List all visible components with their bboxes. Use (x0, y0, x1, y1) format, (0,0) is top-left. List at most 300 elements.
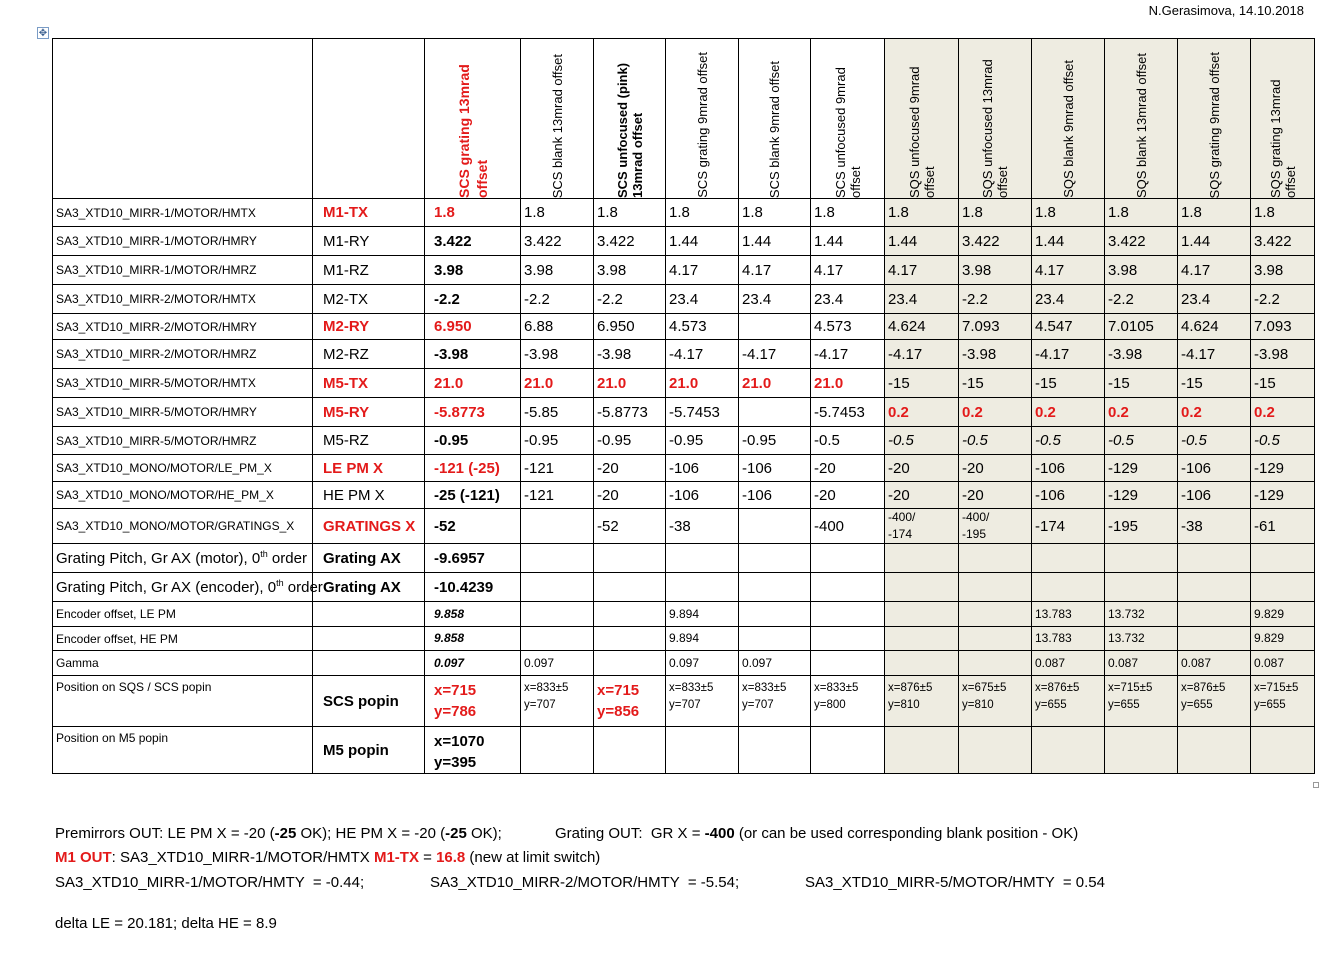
value-cell (521, 627, 594, 651)
value-cell: 4.17 (885, 256, 959, 285)
value-cell: 0.087 (1032, 651, 1105, 676)
value-cell (885, 727, 959, 774)
value-cell: 0.097 (521, 651, 594, 676)
value-cell (885, 602, 959, 627)
table-row (53, 676, 1315, 727)
value-cell (959, 602, 1032, 627)
motor-name: SCS popin (313, 676, 425, 727)
value-cell (594, 602, 666, 627)
table-row (53, 427, 1315, 455)
note-hmty-m1: SA3_XTD10_MIRR-1/MOTOR/HMTY = -0.44; (55, 874, 365, 891)
value-cell: 3.422 (425, 227, 521, 256)
column-header: SCS unfocused (pink) 13mrad offset (594, 39, 666, 199)
table-row (53, 482, 1315, 509)
value-cell: -0.5 (1032, 427, 1105, 455)
offsets-table (52, 38, 1315, 774)
value-cell: -400/ -174 (885, 509, 959, 544)
value-cell (1178, 602, 1251, 627)
value-cell: -4.17 (885, 340, 959, 369)
note-grating-out: Grating OUT: GR X = -400 (or can be used corresponding blank position - OK) (555, 825, 1079, 842)
value-cell: -15 (1032, 369, 1105, 398)
value-cell: 1.8 (1251, 199, 1315, 227)
value-cell: -2.2 (425, 285, 521, 314)
value-cell: x=833±5 y=707 (739, 676, 811, 727)
header-blank (53, 39, 313, 199)
value-cell: -20 (811, 482, 885, 509)
row-label: SA3_XTD10_MIRR-1/MOTOR/HMRY (53, 227, 313, 256)
table-row (53, 573, 1315, 602)
value-cell: 1.8 (1178, 199, 1251, 227)
value-cell: x=715±5 y=655 (1105, 676, 1178, 727)
value-cell: -106 (1032, 482, 1105, 509)
value-cell: -0.5 (1105, 427, 1178, 455)
motor-name: M1-RZ (313, 256, 425, 285)
value-cell: 1.8 (666, 199, 739, 227)
value-cell: -15 (1105, 369, 1178, 398)
value-cell (885, 573, 959, 602)
value-cell: x=833±5 y=707 (666, 676, 739, 727)
value-cell: -121 (521, 482, 594, 509)
column-header: SQS blank 13mrad offset (1105, 39, 1178, 199)
value-cell: 7.0105 (1105, 314, 1178, 340)
row-label: SA3_XTD10_MIRR-2/MOTOR/HMTX (53, 285, 313, 314)
value-cell (739, 573, 811, 602)
value-cell: -3.98 (1251, 340, 1315, 369)
value-cell: -20 (811, 455, 885, 482)
value-cell: -2.2 (1251, 285, 1315, 314)
row-label: Encoder offset, HE PM (53, 627, 313, 651)
value-cell (1251, 573, 1315, 602)
value-cell: 3.98 (521, 256, 594, 285)
value-cell: 13.783 (1032, 627, 1105, 651)
column-header: SCS grating 9mrad offset (666, 39, 739, 199)
value-cell: 3.422 (1251, 227, 1315, 256)
value-cell (1105, 544, 1178, 573)
value-cell: 4.17 (739, 256, 811, 285)
value-cell (959, 573, 1032, 602)
value-cell: -20 (594, 482, 666, 509)
value-cell: 3.98 (1105, 256, 1178, 285)
value-cell: 0.097 (739, 651, 811, 676)
value-cell (1178, 544, 1251, 573)
table-move-handle-icon[interactable]: ✥ (38, 28, 48, 39)
value-cell: 1.44 (1178, 227, 1251, 256)
note-premirrors: Premirrors OUT: LE PM X = -20 (-25 OK); HE PM X = -20 (-25 OK); (55, 825, 502, 842)
motor-name: HE PM X (313, 482, 425, 509)
table-row (53, 727, 1315, 774)
value-cell: 13.732 (1105, 602, 1178, 627)
motor-name: M1-TX (313, 199, 425, 227)
row-label: SA3_XTD10_MIRR-5/MOTOR/HMTX (53, 369, 313, 398)
value-cell (594, 727, 666, 774)
motor-name: LE PM X (313, 455, 425, 482)
value-cell: -25 (-121) (425, 482, 521, 509)
value-cell: -129 (1105, 482, 1178, 509)
value-cell: 3.422 (1105, 227, 1178, 256)
motor-name: M2-TX (313, 285, 425, 314)
value-cell: 23.4 (1178, 285, 1251, 314)
value-cell: 21.0 (666, 369, 739, 398)
value-cell (666, 573, 739, 602)
value-cell: -20 (885, 482, 959, 509)
table-row (53, 314, 1315, 340)
value-cell (521, 573, 594, 602)
value-cell: -20 (885, 455, 959, 482)
value-cell (666, 544, 739, 573)
value-cell: 23.4 (739, 285, 811, 314)
motor-name: GRATINGS X (313, 509, 425, 544)
value-cell (1178, 727, 1251, 774)
value-cell: x=715±5 y=655 (1251, 676, 1315, 727)
value-cell: 1.44 (1032, 227, 1105, 256)
motor-name: Grating AX (313, 544, 425, 573)
value-cell (1178, 627, 1251, 651)
value-cell: 13.732 (1105, 627, 1178, 651)
motor-name: Grating AX (313, 573, 425, 602)
value-cell (811, 627, 885, 651)
value-cell: -129 (1251, 482, 1315, 509)
value-cell (959, 727, 1032, 774)
value-cell (1105, 573, 1178, 602)
column-header: SQS grating 13mrad offset (1251, 39, 1315, 199)
value-cell: 1.8 (1032, 199, 1105, 227)
value-cell: 23.4 (885, 285, 959, 314)
value-cell (959, 651, 1032, 676)
value-cell (1032, 544, 1105, 573)
value-cell (811, 544, 885, 573)
value-cell (594, 544, 666, 573)
value-cell: -0.95 (521, 427, 594, 455)
value-cell: x=675±5 y=810 (959, 676, 1032, 727)
value-cell (521, 509, 594, 544)
value-cell: -121 (521, 455, 594, 482)
value-cell: 1.8 (1105, 199, 1178, 227)
value-cell: -106 (1032, 455, 1105, 482)
value-cell: 4.17 (1032, 256, 1105, 285)
header-row (53, 39, 1315, 199)
value-cell: 9.829 (1251, 627, 1315, 651)
value-cell: -195 (1105, 509, 1178, 544)
value-cell: -3.98 (425, 340, 521, 369)
value-cell: -4.17 (739, 340, 811, 369)
value-cell: 1.8 (594, 199, 666, 227)
value-cell: 4.547 (1032, 314, 1105, 340)
value-cell: x=833±5 y=800 (811, 676, 885, 727)
value-cell (1032, 727, 1105, 774)
value-cell: 21.0 (739, 369, 811, 398)
value-cell: -15 (1251, 369, 1315, 398)
value-cell: 1.8 (521, 199, 594, 227)
value-cell: -5.7453 (666, 398, 739, 427)
row-label: SA3_XTD10_MIRR-2/MOTOR/HMRY (53, 314, 313, 340)
motor-name: M5-RZ (313, 427, 425, 455)
table-row (53, 369, 1315, 398)
value-cell: -0.5 (885, 427, 959, 455)
table-row (53, 285, 1315, 314)
value-cell: -106 (739, 482, 811, 509)
value-cell: 13.783 (1032, 602, 1105, 627)
value-cell: 4.573 (811, 314, 885, 340)
value-cell (739, 602, 811, 627)
value-cell: 6.950 (594, 314, 666, 340)
value-cell: 9.894 (666, 602, 739, 627)
table-row (53, 509, 1315, 544)
value-cell: 0.097 (425, 651, 521, 676)
value-cell: -20 (959, 482, 1032, 509)
value-cell: -3.98 (521, 340, 594, 369)
value-cell: -106 (739, 455, 811, 482)
column-header: SCS unfocused 9mrad offset (811, 39, 885, 199)
value-cell: 3.422 (959, 227, 1032, 256)
motor-name: M5 popin (313, 727, 425, 774)
table-row (53, 651, 1315, 676)
row-label: SA3_XTD10_MIRR-2/MOTOR/HMRZ (53, 340, 313, 369)
value-cell: -129 (1251, 455, 1315, 482)
motor-name: M2-RZ (313, 340, 425, 369)
table-row (53, 227, 1315, 256)
value-cell: 3.98 (594, 256, 666, 285)
value-cell (521, 727, 594, 774)
author-date: N.Gerasimova, 14.10.2018 (1148, 3, 1304, 18)
column-header: SQS unfocused 13mrad offset (959, 39, 1032, 199)
value-cell: -2.2 (521, 285, 594, 314)
row-label: SA3_XTD10_MONO/MOTOR/GRATINGS_X (53, 509, 313, 544)
value-cell (885, 651, 959, 676)
value-cell: -2.2 (594, 285, 666, 314)
value-cell (811, 602, 885, 627)
value-cell: 0.087 (1105, 651, 1178, 676)
value-cell: x=876±5 y=655 (1032, 676, 1105, 727)
value-cell: -3.98 (594, 340, 666, 369)
value-cell: 1.44 (885, 227, 959, 256)
value-cell: 6.88 (521, 314, 594, 340)
row-label: SA3_XTD10_MONO/MOTOR/LE_PM_X (53, 455, 313, 482)
value-cell (521, 602, 594, 627)
value-cell: 6.950 (425, 314, 521, 340)
value-cell: 0.087 (1178, 651, 1251, 676)
value-cell: 4.624 (885, 314, 959, 340)
row-label: Grating Pitch, Gr AX (motor), 0th order (53, 544, 313, 573)
motor-name (313, 627, 425, 651)
value-cell (594, 651, 666, 676)
column-header: SCS blank 9mrad offset (739, 39, 811, 199)
value-cell: -129 (1105, 455, 1178, 482)
value-cell: 3.98 (1251, 256, 1315, 285)
row-label: Position on M5 popin (53, 727, 313, 774)
value-cell (739, 627, 811, 651)
value-cell: 9.829 (1251, 602, 1315, 627)
value-cell: 1.8 (959, 199, 1032, 227)
value-cell: -5.8773 (594, 398, 666, 427)
value-cell (959, 544, 1032, 573)
value-cell (1178, 573, 1251, 602)
value-cell: -0.95 (425, 427, 521, 455)
table-row (53, 199, 1315, 227)
value-cell (811, 573, 885, 602)
table-row (53, 256, 1315, 285)
value-cell: 7.093 (1251, 314, 1315, 340)
value-cell: -4.17 (666, 340, 739, 369)
table-row (53, 544, 1315, 573)
value-cell: 23.4 (666, 285, 739, 314)
note-m1-out: M1 OUT: SA3_XTD10_MIRR-1/MOTOR/HMTX M1-TX = 16.8 (new at limit switch) (55, 849, 601, 866)
note-delta: delta LE = 20.181; delta HE = 8.9 (55, 915, 277, 932)
value-cell: x=1070 y=395 (425, 727, 521, 774)
value-cell: -4.17 (1032, 340, 1105, 369)
value-cell: -20 (959, 455, 1032, 482)
value-cell: -0.5 (959, 427, 1032, 455)
row-label: Encoder offset, LE PM (53, 602, 313, 627)
header-blank (313, 39, 425, 199)
value-cell: 1.44 (739, 227, 811, 256)
note-hmty-m2: SA3_XTD10_MIRR-2/MOTOR/HMTY = -5.54; (430, 874, 740, 891)
value-cell (1251, 727, 1315, 774)
value-cell: -15 (1178, 369, 1251, 398)
motor-name: M1-RY (313, 227, 425, 256)
column-header: SQS blank 9mrad offset (1032, 39, 1105, 199)
value-cell: -0.95 (739, 427, 811, 455)
motor-name (313, 602, 425, 627)
motor-name (313, 651, 425, 676)
value-cell: x=715 y=786 (425, 676, 521, 727)
motor-name: M5-TX (313, 369, 425, 398)
value-cell (1105, 727, 1178, 774)
value-cell: 3.98 (959, 256, 1032, 285)
value-cell: x=715 y=856 (594, 676, 666, 727)
value-cell: 21.0 (521, 369, 594, 398)
value-cell: 1.8 (739, 199, 811, 227)
value-cell (739, 398, 811, 427)
value-cell: -4.17 (1178, 340, 1251, 369)
value-cell: 4.17 (1178, 256, 1251, 285)
value-cell: 0.2 (1178, 398, 1251, 427)
value-cell: 0.2 (1032, 398, 1105, 427)
value-cell (739, 544, 811, 573)
column-header: SQS unfocused 9mrad offset (885, 39, 959, 199)
value-cell: 0.2 (959, 398, 1032, 427)
value-cell: -400/ -195 (959, 509, 1032, 544)
value-cell: 9.858 (425, 627, 521, 651)
value-cell: 21.0 (594, 369, 666, 398)
value-cell: 23.4 (1032, 285, 1105, 314)
value-cell: -106 (666, 455, 739, 482)
table-row (53, 340, 1315, 369)
value-cell: -106 (1178, 482, 1251, 509)
row-label: SA3_XTD10_MIRR-5/MOTOR/HMRZ (53, 427, 313, 455)
value-cell: -5.85 (521, 398, 594, 427)
value-cell: 4.624 (1178, 314, 1251, 340)
value-cell: -106 (1178, 455, 1251, 482)
value-cell: -121 (-25) (425, 455, 521, 482)
value-cell: -4.17 (811, 340, 885, 369)
value-cell (885, 544, 959, 573)
value-cell: 1.8 (885, 199, 959, 227)
value-cell: -0.5 (811, 427, 885, 455)
value-cell (594, 573, 666, 602)
value-cell: 0.2 (1251, 398, 1315, 427)
row-label: SA3_XTD10_MIRR-5/MOTOR/HMRY (53, 398, 313, 427)
value-cell: 4.573 (666, 314, 739, 340)
row-label: SA3_XTD10_MONO/MOTOR/HE_PM_X (53, 482, 313, 509)
value-cell: 0.087 (1251, 651, 1315, 676)
value-cell: -5.8773 (425, 398, 521, 427)
value-cell: -9.6957 (425, 544, 521, 573)
value-cell (811, 727, 885, 774)
value-cell: 1.8 (811, 199, 885, 227)
table-row (53, 602, 1315, 627)
value-cell: 1.44 (666, 227, 739, 256)
value-cell: -0.5 (1251, 427, 1315, 455)
value-cell: -400 (811, 509, 885, 544)
value-cell: -3.98 (1105, 340, 1178, 369)
value-cell: 3.422 (594, 227, 666, 256)
value-cell: 9.894 (666, 627, 739, 651)
value-cell: -38 (666, 509, 739, 544)
row-label: Grating Pitch, Gr AX (encoder), 0th order (53, 573, 313, 602)
value-cell: -2.2 (1105, 285, 1178, 314)
value-cell (1032, 573, 1105, 602)
value-cell: 21.0 (811, 369, 885, 398)
table-row (53, 398, 1315, 427)
value-cell: 0.2 (885, 398, 959, 427)
motor-name: M2-RY (313, 314, 425, 340)
value-cell: 1.8 (425, 199, 521, 227)
value-cell (739, 314, 811, 340)
value-cell (739, 509, 811, 544)
value-cell: 21.0 (425, 369, 521, 398)
column-header: SCS blank 13mrad offset (521, 39, 594, 199)
value-cell (739, 727, 811, 774)
value-cell: x=833±5 y=707 (521, 676, 594, 727)
column-header: SCS grating 13mrad offset (425, 39, 521, 199)
value-cell (811, 651, 885, 676)
value-cell (885, 627, 959, 651)
value-cell: 23.4 (811, 285, 885, 314)
value-cell: -15 (959, 369, 1032, 398)
row-label: SA3_XTD10_MIRR-1/MOTOR/HMRZ (53, 256, 313, 285)
note-hmty-m5: SA3_XTD10_MIRR-5/MOTOR/HMTY = 0.54 (805, 874, 1105, 891)
value-cell: 9.858 (425, 602, 521, 627)
value-cell (959, 627, 1032, 651)
value-cell: -0.5 (1178, 427, 1251, 455)
value-cell: -38 (1178, 509, 1251, 544)
value-cell: 3.422 (521, 227, 594, 256)
value-cell: -2.2 (959, 285, 1032, 314)
value-cell: -20 (594, 455, 666, 482)
column-header: SQS grating 9mrad offset (1178, 39, 1251, 199)
table-resize-handle-icon[interactable] (1313, 782, 1319, 788)
value-cell: -52 (425, 509, 521, 544)
value-cell: -174 (1032, 509, 1105, 544)
value-cell: -0.95 (666, 427, 739, 455)
table-row (53, 455, 1315, 482)
row-label: Position on SQS / SCS popin (53, 676, 313, 727)
value-cell: 0.097 (666, 651, 739, 676)
value-cell: -15 (885, 369, 959, 398)
value-cell: 4.17 (666, 256, 739, 285)
table-row (53, 627, 1315, 651)
value-cell: -52 (594, 509, 666, 544)
value-cell: x=876±5 y=810 (885, 676, 959, 727)
value-cell: 4.17 (811, 256, 885, 285)
value-cell (521, 544, 594, 573)
value-cell: -61 (1251, 509, 1315, 544)
row-label: Gamma (53, 651, 313, 676)
row-label: SA3_XTD10_MIRR-1/MOTOR/HMTX (53, 199, 313, 227)
motor-name: M5-RY (313, 398, 425, 427)
value-cell: 3.98 (425, 256, 521, 285)
value-cell: 1.44 (811, 227, 885, 256)
